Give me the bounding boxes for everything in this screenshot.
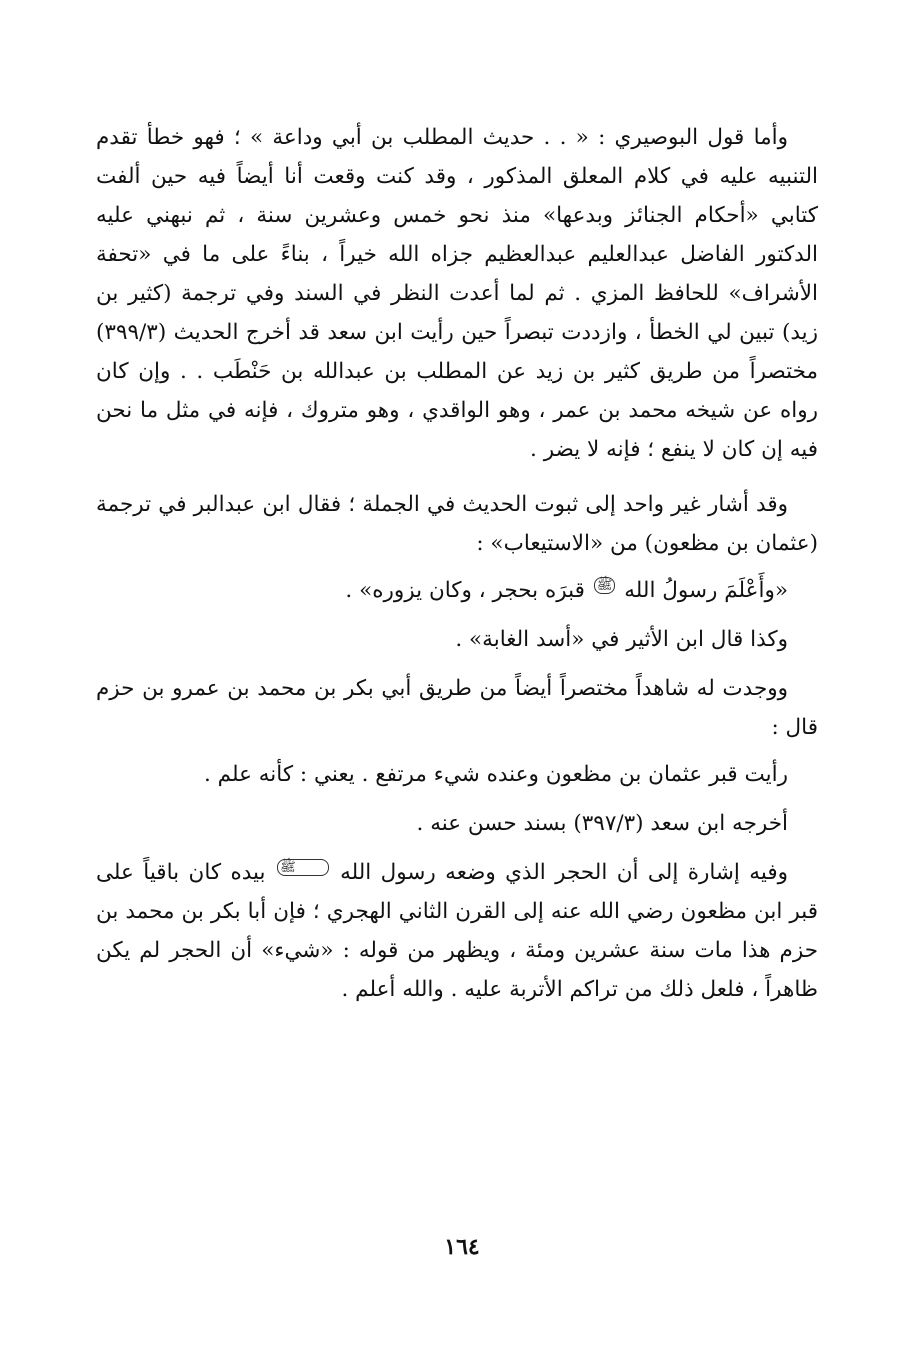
quote-usd-al-ghaba: وكذا قال ابن الأثير في «أسد الغابة» . [455, 627, 788, 652]
page-body [96, 118, 818, 1025]
quote-grave-marker: رأيت قبر عثمان بن مظعون وعنده شيء مرتفع . يعني : كأنه علم . [204, 762, 788, 787]
quote-istiab-part-b: قبرَه بحجر ، وكان يزوره» . [345, 578, 585, 603]
quote-istiab [96, 571, 818, 610]
quote-ibn-saad-source: أخرجه ابن سعد (٣٩٧/٣) بسند حسن عنه . [416, 811, 788, 836]
paragraph-conclusion-part-b: بيده كان باقياً على قبر ابن مظعون رضي الله عنه إلى القرن الثاني الهجري ؛ فإن أبا بكر بن محمد بن حزم هذا مات سنة عشرين ومئة ، ويظهر من قوله : «شيء» أن الحجر لم يكن ظاهراً ، فلعل ذلك من تراكم الأتربة عليه . والله أعلم . [96, 860, 818, 1002]
quote-istiab-part-a: «وأَعْلَمَ رسولُ الله [624, 578, 788, 603]
salla-honorific-icon: ﷺ [277, 859, 329, 876]
paragraph-conclusion [96, 853, 818, 1009]
paragraph-busiri-error: وأما قول البوصيري : « . . حديث المطلب بن أبي وداعة » ؛ فهو خطأ تقدم التنبيه عليه في كلام المعلق المذكور ، وقد كنت وقعت أنا أيضاً فيه حين ألفت كتابي «أحكام الجنائز وبدعها» منذ نحو خمس وعشرين سنة ، ثم نبهني عليه الدكتور الفاضل عبدالعليم عبدالعظيم جزاه الله خيراً ، بناءً على ما في «تحفة الأشراف» للحافظ المزي . ثم لما أعدت النظر في السند وفي ترجمة (كثير بن زيد) تبين لي الخطأ ، وازددت تبصراً حين رأيت ابن سعد قد أخرج الحديث (٣٩٩/٣) مختصراً من طريق كثير بن زيد عن المطلب بن عبدالله بن حَنْطَب . . وإن كان رواه عن شيخه محمد بن عمر ، وهو الواقدي ، وهو متروك ، فإنه في مثل ما نحن فيه إن كان لا ينفع ؛ فإنه لا يضر . [96, 125, 818, 462]
paragraph-ibn-abdulbarr: وقد أشار غير واحد إلى ثبوت الحديث في الجملة ؛ فقال ابن عبدالبر في ترجمة (عثمان بن مظعون) من «الاستيعاب» : [96, 492, 818, 556]
paragraph-shahid: ووجدت له شاهداً مختصراً أيضاً من طريق أبي بكر بن محمد بن عمرو بن حزم قال : [96, 676, 818, 740]
paragraph-conclusion-part-a: وفيه إشارة إلى أن الحجر الذي وضعه رسول الله [340, 860, 788, 885]
salla-honorific-icon: ﷺ [594, 577, 616, 594]
page-number: ١٦٤ [444, 1234, 480, 1260]
